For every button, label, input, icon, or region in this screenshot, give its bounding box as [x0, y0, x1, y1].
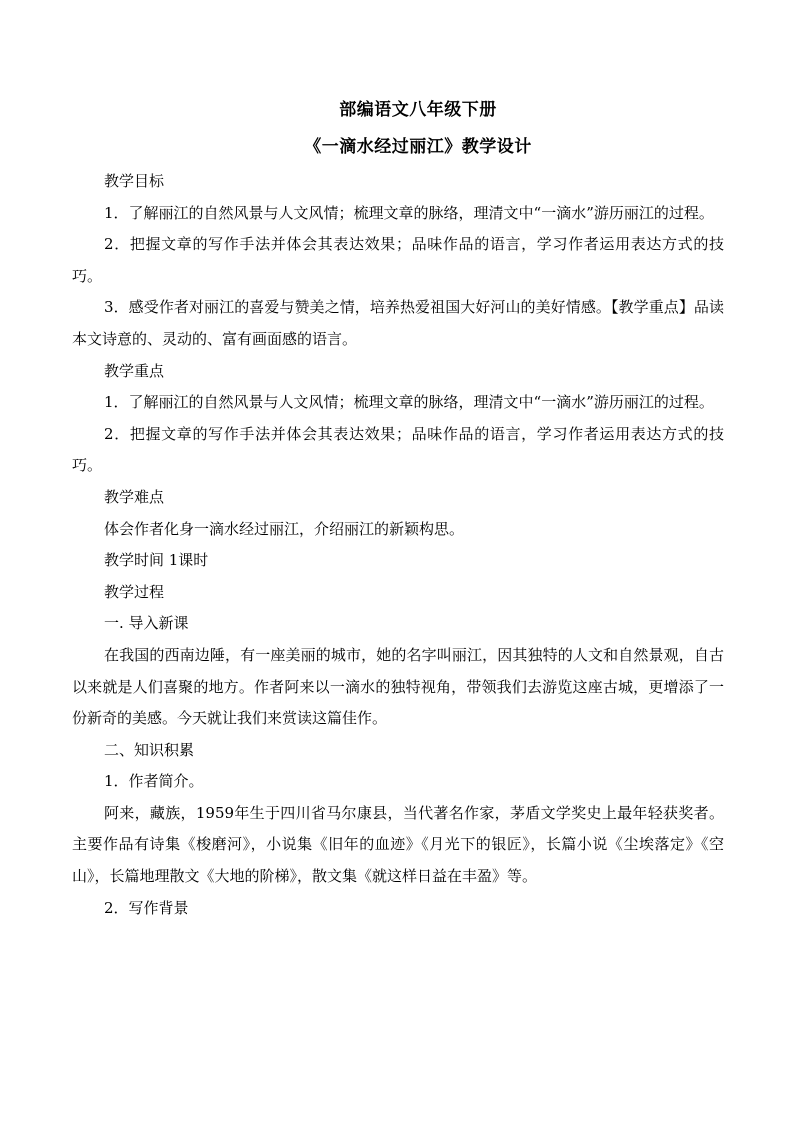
introduction-paragraph: 在我国的西南边陲，有一座美丽的城市，她的名字叫丽江，因其独特的人文和自然景观，自古以来就是人们喜聚的地方。作者阿来以一滴水的独特视角，带领我们去游览这座古城，更增添了一份新奇的美感。今天就让我们来赏读这篇佳作。 [72, 645, 724, 728]
objective-item-2: 2．把握文章的写作手法并体会其表达效果；品味作品的语言，学习作者运用表达方式的技巧。 [72, 235, 724, 285]
writing-background-heading: 2．写作背景 [104, 898, 189, 917]
objective-item-1: 1．了解丽江的自然风景与人文风情；梳理文章的脉络，理清文中“一滴水”游历丽江的过程。 [104, 203, 714, 222]
section-heading-key-points: 教学重点 [104, 361, 165, 380]
key-point-item-2: 2．把握文章的写作手法并体会其表达效果；品味作品的语言，学习作者运用表达方式的技巧。 [72, 424, 724, 475]
section-heading-objectives: 教学目标 [104, 172, 165, 190]
teaching-time: 教学时间 1课时 [104, 551, 209, 570]
section-heading-difficulties: 教学难点 [104, 487, 165, 506]
difficulty-text: 体会作者化身一滴水经过丽江，介绍丽江的新颖构思。 [104, 519, 465, 538]
key-point-item-1: 1．了解丽江的自然风景与人文风情；梳理文章的脉络，理清文中“一滴水”游历丽江的过程。 [104, 393, 714, 412]
author-intro-paragraph: 阿来，藏族，1959年生于四川省马尔康县，当代著名作家，茅盾文学奖史上最年轻获奖者。主要作品有诗集《梭磨河》，小说集《旧年的血迹》《月光下的银匠》，长篇小说《尘埃落定》《空山》，长篇地理散文《大地的阶梯》，散文集《就这样日益在丰盈》等。 [72, 803, 724, 886]
document-title-line2: 《一滴水经过丽江》教学设计 [304, 137, 532, 157]
process-step-2-heading: 二、知识积累 [104, 740, 195, 759]
document-page [72, 92, 724, 924]
section-heading-process: 教学过程 [104, 582, 165, 601]
objective-item-3: 3．感受作者对丽江的喜爱与赞美之情，培养热爱祖国大好河山的美好情感。【教学重点】品读本文诗意的、灵动的、富有画面感的语言。 [72, 298, 724, 348]
author-intro-heading: 1．作者简介。 [104, 772, 204, 791]
process-step-1-heading: 一. 导入新课 [104, 614, 189, 633]
document-title-line1: 部编语文八年级下册 [339, 100, 497, 120]
